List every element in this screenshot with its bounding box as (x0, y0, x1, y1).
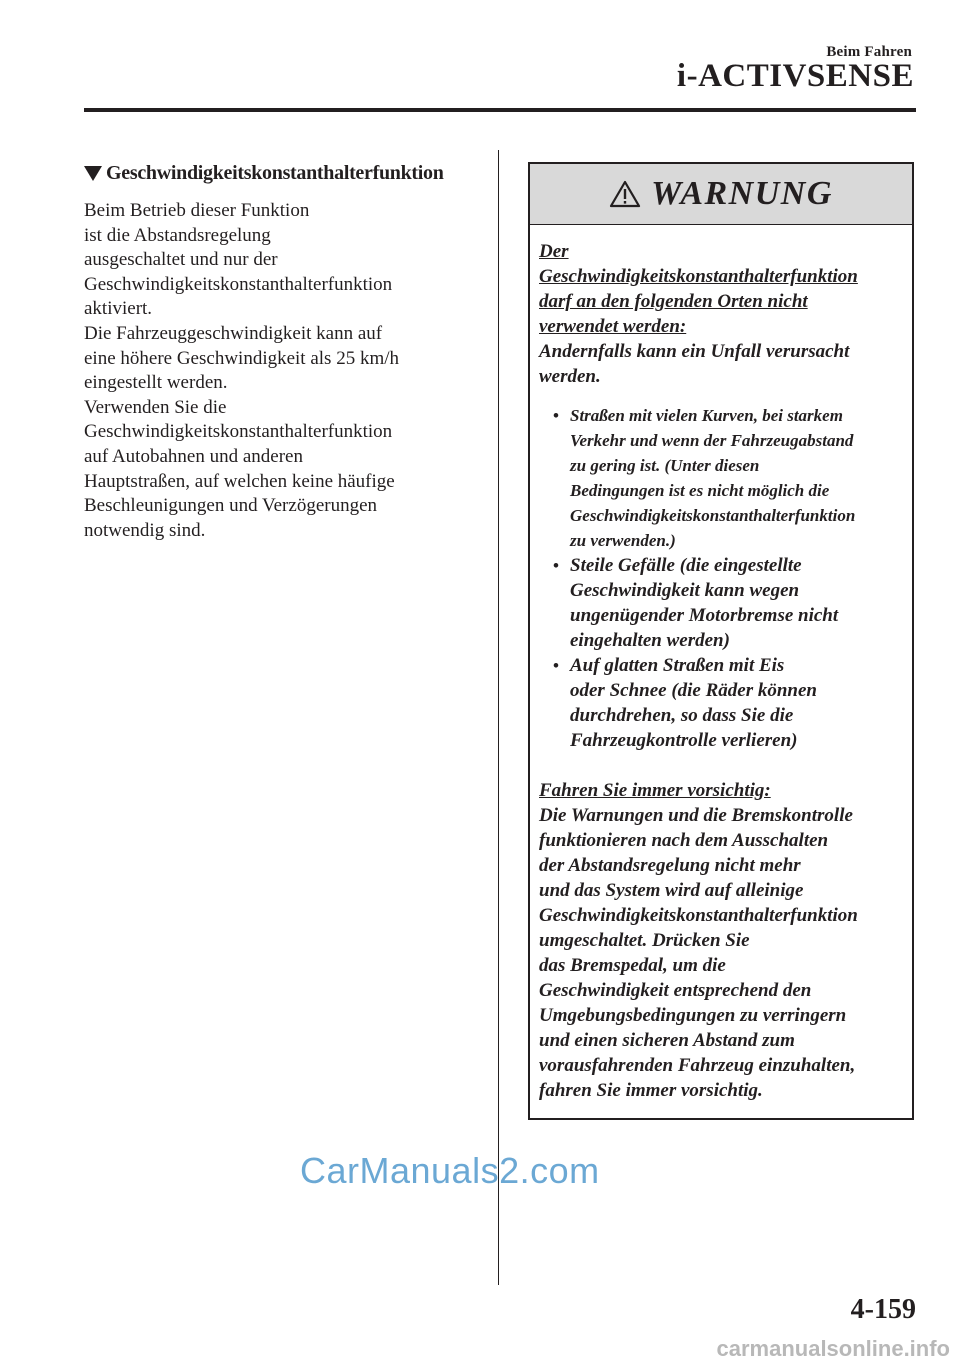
bullet-line: Verkehr und wenn der Fahrzeugabstand (570, 431, 854, 450)
left-column (84, 162, 484, 543)
bullet-line: oder Schnee (die Räder können (570, 680, 817, 701)
body-line: auf Autobahnen und anderen (84, 445, 303, 467)
page-number: 4-159 (850, 1294, 916, 1325)
warning-bullet-list (539, 403, 904, 753)
bullet-dot: • (553, 406, 559, 425)
warning-outro-line: und das System wird auf alleinige (539, 880, 804, 901)
warning-header (530, 164, 912, 225)
section-heading-text: Geschwindigkeitskonstanthalterfunktion (106, 162, 444, 184)
warning-outro-heading: Fahren Sie immer vorsichtig: (539, 780, 771, 801)
body-line: Verwenden Sie die (84, 396, 227, 418)
body-line: eingestellt werden. (84, 372, 228, 394)
body-line: Hauptstraßen, auf welchen keine häufige (84, 470, 395, 492)
warning-bullet-item (539, 653, 904, 753)
warning-outro-line: vorausfahrenden Fahrzeug einzuhalten, (539, 1055, 856, 1076)
triangle-marker-icon (84, 166, 102, 181)
warning-outro-line: Geschwindigkeitskonstanthalterfunktion (539, 905, 858, 926)
warning-intro-line: verwendet werden: (539, 316, 687, 337)
chapter-label: Beim Fahren (826, 44, 912, 60)
column-divider (498, 150, 499, 1285)
bullet-line: durchdrehen, so dass Sie die (570, 705, 794, 726)
warning-consequence-line: Andernfalls kann ein Unfall verursacht (539, 341, 850, 362)
bullet-line: Bedingungen ist es nicht möglich die (570, 481, 830, 500)
warning-triangle-icon (609, 180, 641, 208)
bullet-dot: • (553, 656, 559, 675)
body-line: Geschwindigkeitskonstanthalterfunktion (84, 421, 393, 443)
warning-body (530, 225, 912, 1103)
bullet-line: Geschwindigkeit kann wegen (570, 580, 800, 601)
warning-outro-line: umgeschaltet. Drücken Sie (539, 930, 750, 951)
warning-outro-line: das Bremspedal, um die (539, 955, 726, 976)
warning-outro-line: Umgebungsbedingungen zu verringern (539, 1005, 847, 1026)
section-heading (84, 162, 484, 185)
warning-bullet-item (539, 403, 904, 553)
bullet-line: Steile Gefälle (die eingestellte (570, 555, 802, 576)
warning-title: WARNUNG (651, 175, 833, 212)
section-title: i-ACTIVSENSE (676, 58, 914, 94)
warning-bullet-item (539, 553, 904, 653)
body-text (84, 199, 484, 543)
body-line: notwendig sind. (84, 519, 206, 541)
warning-outro-line: der Abstandsregelung nicht mehr (539, 855, 801, 876)
header-rule (84, 108, 916, 112)
warning-intro-line: Der (539, 241, 569, 262)
warning-outro-line: und einen sicheren Abstand zum (539, 1030, 795, 1051)
bullet-line: Geschwindigkeitskonstanthalterfunktion (570, 506, 856, 525)
warning-outro-line: Geschwindigkeit entsprechend den (539, 980, 812, 1001)
body-line: aktiviert. (84, 298, 153, 320)
warning-box (528, 162, 914, 1120)
warning-outro-line: Die Warnungen und die Bremskontrolle (539, 805, 853, 826)
bullet-line: zu verwenden.) (570, 531, 676, 550)
bullet-line: eingehalten werden) (570, 630, 730, 651)
bullet-line: zu gering ist. (Unter diesen (570, 456, 760, 475)
body-line: ausgeschaltet und nur der (84, 249, 278, 271)
body-line: Geschwindigkeitskonstanthalterfunktion (84, 273, 393, 295)
warning-intro-line: darf an den folgenden Orten nicht (539, 291, 808, 312)
body-line: Beschleunigungen und Verzögerungen (84, 495, 378, 517)
bullet-line: Straßen mit vielen Kurven, bei starkem (570, 406, 843, 425)
body-line: Die Fahrzeuggeschwindigkeit kann auf (84, 322, 383, 344)
warning-outro-line: funktionieren nach dem Ausschalten (539, 830, 829, 851)
warning-consequence-line: werden. (539, 366, 601, 387)
bullet-line: Fahrzeugkontrolle verlieren) (570, 730, 798, 751)
warning-intro-line: Geschwindigkeitskonstanthalterfunktion (539, 266, 858, 287)
body-line: ist die Abstandsregelung (84, 224, 271, 246)
warning-outro-line: fahren Sie immer vorsichtig. (539, 1080, 763, 1101)
body-line: eine höhere Geschwindigkeit als 25 km/h (84, 347, 400, 369)
bullet-line: Auf glatten Straßen mit Eis (570, 655, 785, 676)
bullet-line: ungenügender Motorbremse nicht (570, 605, 839, 626)
bullet-dot: • (553, 556, 559, 575)
watermark: CarManuals2.com (300, 1150, 600, 1191)
body-line: Beim Betrieb dieser Funktion (84, 200, 310, 221)
footer-logo: carmanualsonline.info (716, 1336, 950, 1361)
